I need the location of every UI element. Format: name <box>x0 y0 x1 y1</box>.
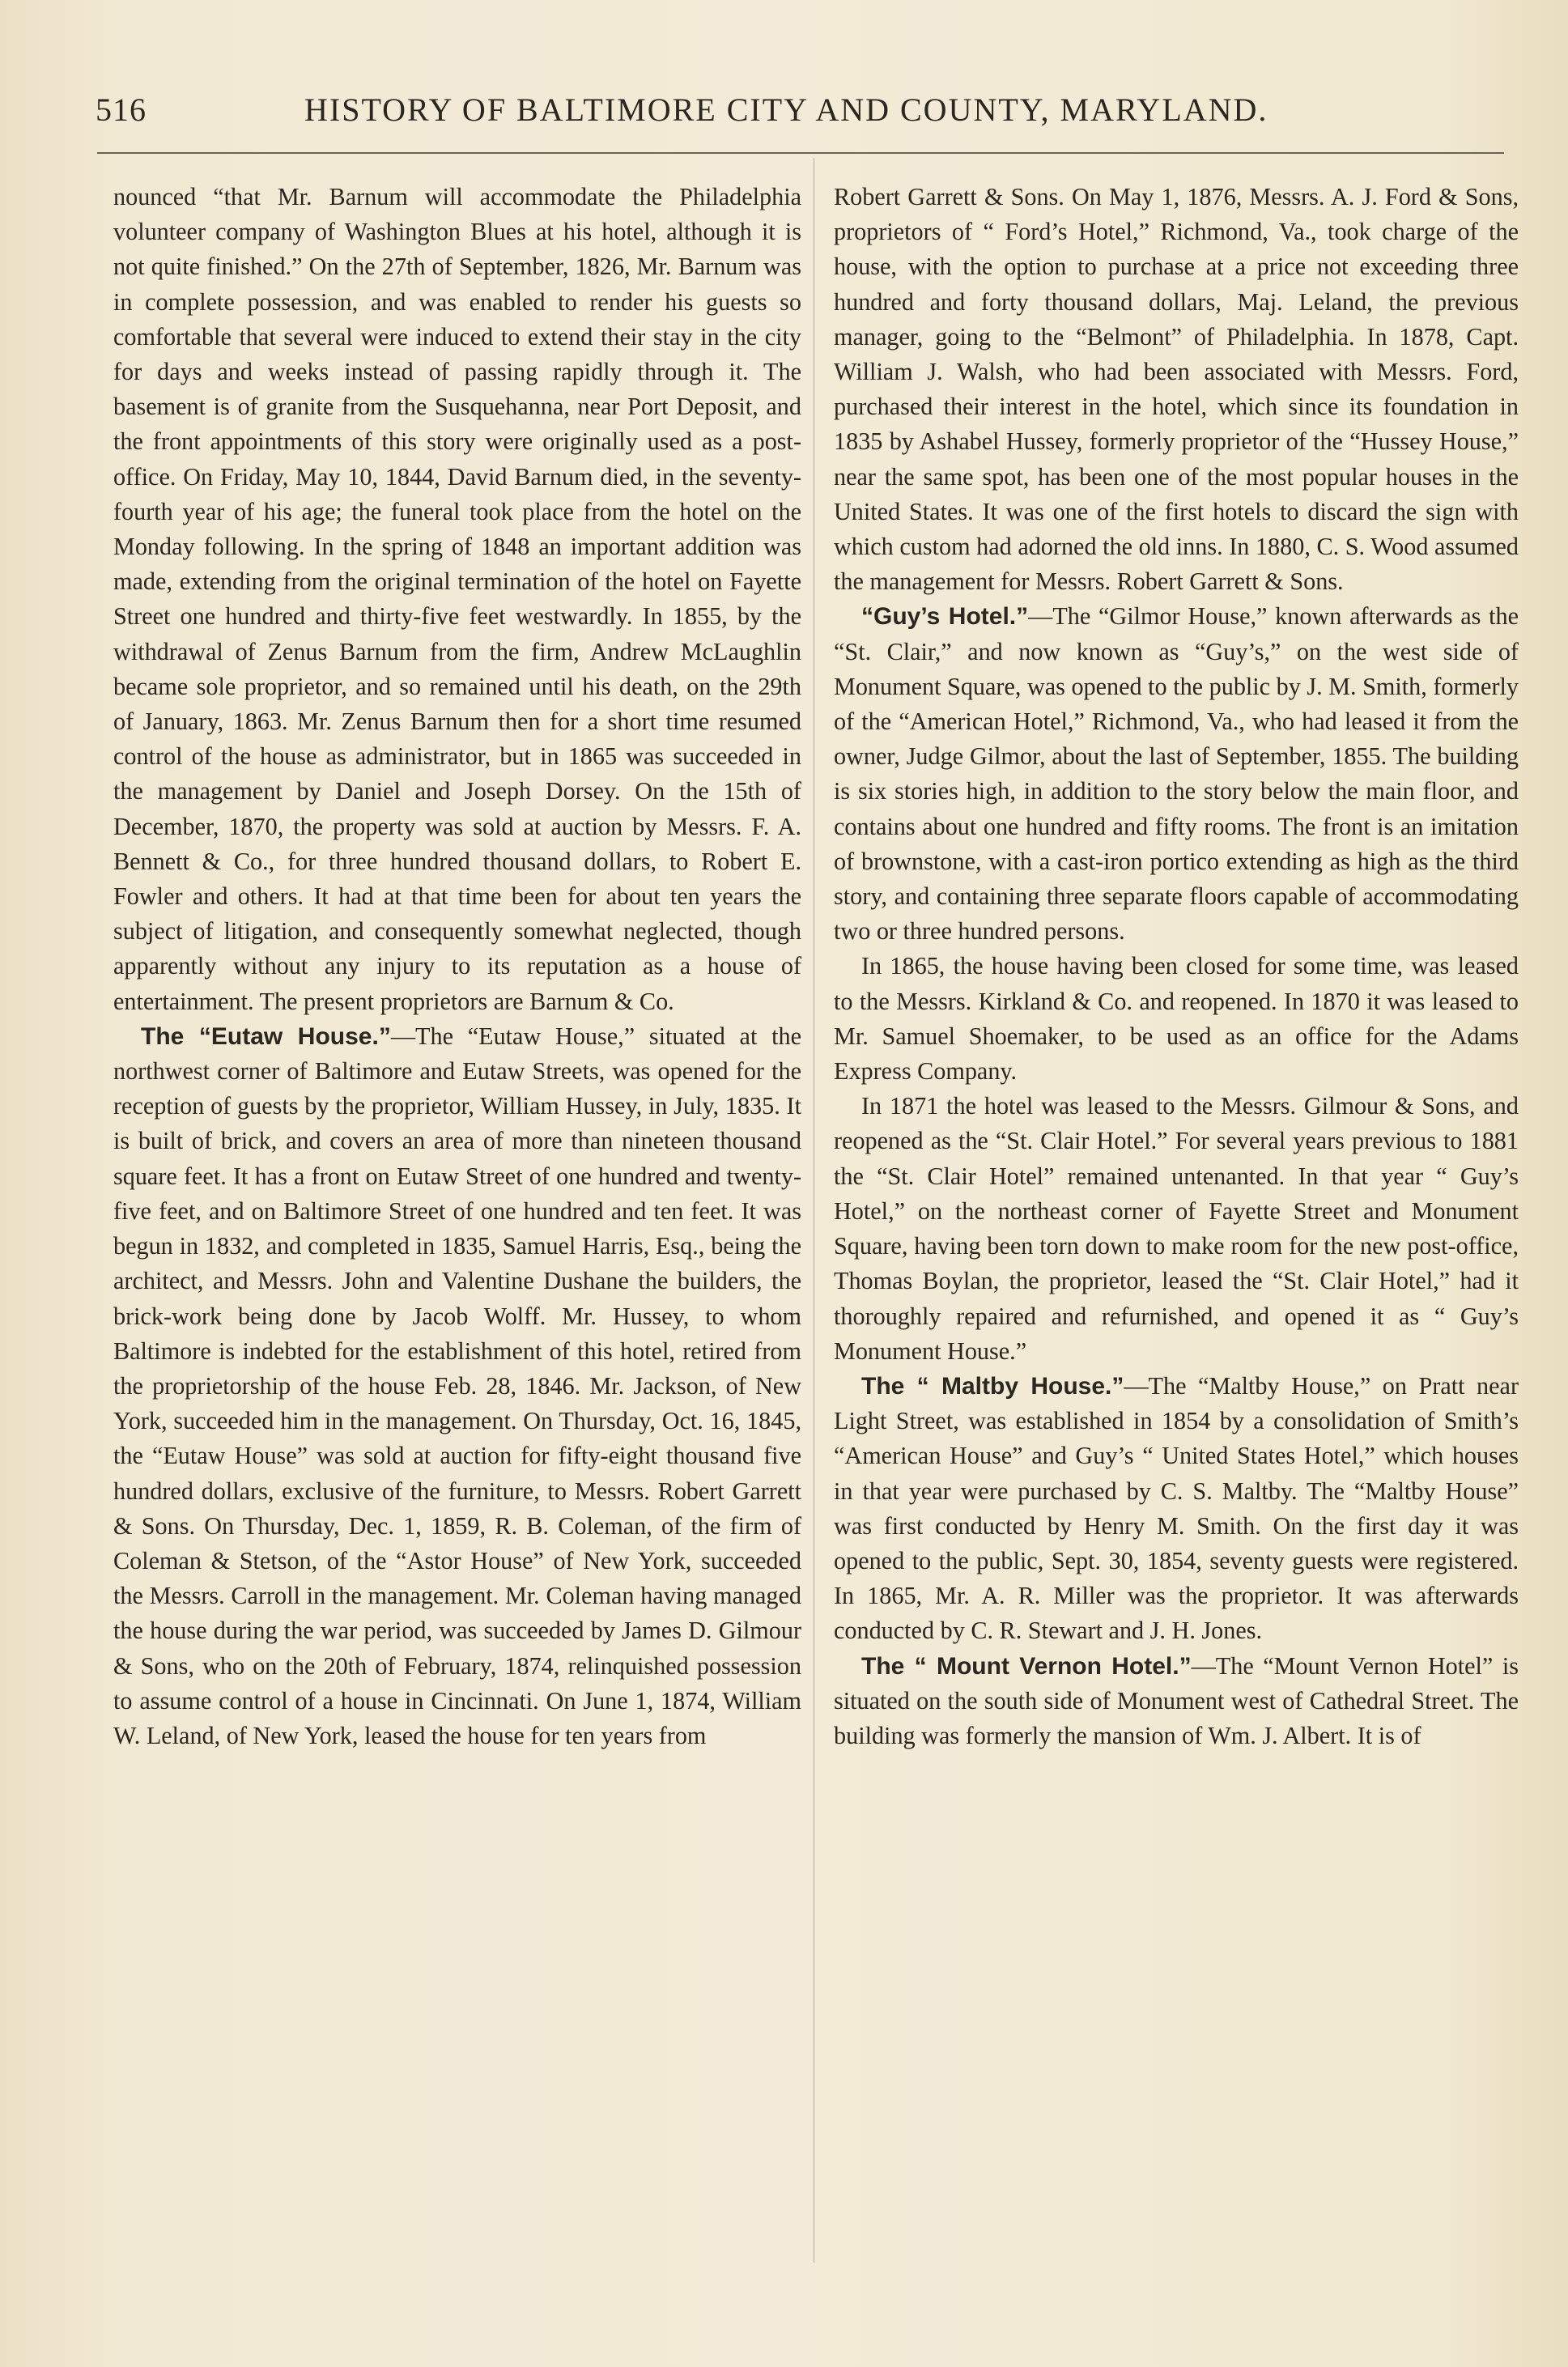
section-heading: “Guy’s Hotel.” <box>861 603 1029 631</box>
paragraph <box>834 1369 1519 1649</box>
paragraph-text: —The “Gilmor House,” known afterwards as the “St. Clair,” and now known as “Guy’s,” on the west side of Monument Square, was opened to the public by J. M. Smith, formerly of the “American Hotel,” Richmond, Va., who had leased it from the owner, Judge Gilmor, about the last of September, 1855. The building is six stories high, in addition to the story below the main floor, and contains about one hundred and fifty rooms. The front is an imitation of brownstone, with a cast-iron portico extending as high as the third story, and containing three separate floors capable of accommodating two or three hundred persons. <box>834 602 1519 946</box>
right-column <box>834 180 1519 2325</box>
paragraph: Robert Garrett & Sons. On May 1, 1876, Messrs. A. J. Ford & Sons, proprietors of “ Ford’s Hotel,” Richmond, Va., took charge of the house, with the option to purchase at a price not exceeding three hundred and forty thousand dollars, Maj. Leland, the previous manager, going to the “Belmont” of Philadelphia. In 1878, Capt. William J. Walsh, who had been associated with Messrs. Ford, purchased their interest in the hotel, which since its foundation in 1835 by Ashabel Hussey, formerly proprietor of the “Hussey House,” near the same spot, has been one of the most popular houses in the United States. It was one of the first hotels to discard the sign with which custom had adorned the old inns. In 1880, C. S. Wood assumed the management for Messrs. Robert Garrett & Sons. <box>834 183 1519 596</box>
paragraph-text: —The “Mount Vernon Hotel” is situated on the south side of Monument west of Cathedral Street. The building was formerly the mansion of Wm. J. Albert. It is of <box>834 1651 1519 1749</box>
paragraph: In 1865, the house having been closed for some time, was leased to the Messrs. Kirkland & Co. and reopened. In 1870 it was leased to Mr. Samuel Shoemaker, to be used as an office for the Adams Express Company. <box>834 952 1519 1086</box>
paragraph: In 1871 the hotel was leased to the Messrs. Gilmour & Sons, and reopened as the “St. Clair Hotel.” For several years previous to 1881 the “St. Clair Hotel” remained untenanted. In that year “ Guy’s Hotel,” on the northeast corner of Fayette Street and Monument Square, having been torn down to make room for the new post-office, Thomas Boylan, the proprietor, leased the “St. Clair Hotel,” had it thoroughly repaired and refurnished, and opened it as “ Guy’s Monument House.” <box>834 1092 1519 1365</box>
paragraph <box>113 1019 801 1753</box>
paragraph <box>834 599 1519 949</box>
paragraph-text: —The “Maltby House,” on Pratt near Light Street, was established in 1854 by a consolidation of Smith’s “American House” and Guy’s “ United States Hotel,” which houses in that year were purchased by C. S. Maltby. The “Maltby House” was first conducted by Henry M. Smith. On the first day it was opened to the public, Sept. 30, 1854, seventy guests were registered. In 1865, Mr. A. R. Miller was the proprietor. It was afterwards conducted by C. R. Stewart and J. H. Jones. <box>834 1371 1519 1645</box>
paragraph <box>834 1649 1519 1754</box>
section-heading: The “ Mount Vernon Hotel.” <box>861 1652 1192 1680</box>
section-heading: The “Eutaw House.” <box>141 1022 391 1050</box>
page-header <box>96 91 1504 139</box>
header-rule <box>97 152 1504 154</box>
paragraph: nounced “that Mr. Barnum will accommodate the Philadelphia volunteer company of Washington Blues at his hotel, although it is not quite finished.” On the 27th of September, 1826, Mr. Barnum was in complete possession, and was enabled to render his guests so comfortable that several were induced to extend their stay in the city for days and weeks instead of passing rapidly through it. The basement is of granite from the Susquehanna, near Port Deposit, and the front appointments of this story were originally used as a post-office. On Friday, May 10, 1844, David Barnum died, in the seventy-fourth year of his age; the funeral took place from the hotel on the Monday following. In the spring of 1848 an important addition was made, extending from the original termination of the hotel on Fayette Street one hundred and thirty-five feet westwardly. In 1855, by the withdrawal of Zenus Barnum from the firm, Andrew McLaughlin became sole proprietor, and so remained until his death, on the 29th of January, 1863. Mr. Zenus Barnum then for a short time resumed control of the house as administrator, but in 1865 was succeeded in the management by Daniel and Joseph Dorsey. On the 15th of December, 1870, the property was sold at auction by Messrs. F. A. Bennett & Co., for three hundred thousand dollars, to Robert E. Fowler and others. It had at that time been for about ten years the subject of litigation, and consequently somewhat neglected, though apparently without any injury to its reputation as a house of entertainment. The present proprietors are Barnum & Co. <box>113 183 801 1015</box>
running-title: HISTORY OF BALTIMORE CITY AND COUNTY, MARYLAND. <box>304 91 1268 128</box>
paragraph-text: —The “Eutaw House,” situated at the northwest corner of Baltimore and Eutaw Streets, was opened for the reception of guests by the proprietor, William Hussey, in July, 1835. It is built of brick, and covers an area of more than nineteen thousand square feet. It has a front on Eutaw Street of one hundred and twenty-five feet, and on Baltimore Street of one hundred and ten feet. It was begun in 1832, and completed in 1835, Samuel Harris, Esq., being the architect, and Messrs. John and Valentine Dushane the builders, the brick-work being done by Jacob Wolff. Mr. Hussey, to whom Baltimore is indebted for the establishment of this hotel, retired from the proprietorship of the house Feb. 28, 1846. Mr. Jackson, of New York, succeeded him in the management. On Thursday, Oct. 16, 1845, the “Eutaw House” was sold at auction for fifty-eight thousand five hundred dollars, exclusive of the furniture, to Messrs. Robert Garrett & Sons. On Thursday, Dec. 1, 1859, R. B. Coleman, of the firm of Coleman & Stetson, of the “Astor House” of New York, succeeded the Messrs. Carroll in the management. Mr. Coleman having managed the house during the war period, was succeeded by James D. Gilmour & Sons, who on the 20th of February, 1874, relinquished possession to assume control of a house in Cincinnati. On June 1, 1874, William W. Leland, of New York, leased the house for ten years from <box>113 1022 802 1749</box>
page-number: 516 <box>96 91 147 128</box>
section-heading: The “ Maltby House.” <box>861 1372 1124 1400</box>
left-column <box>113 180 801 2325</box>
